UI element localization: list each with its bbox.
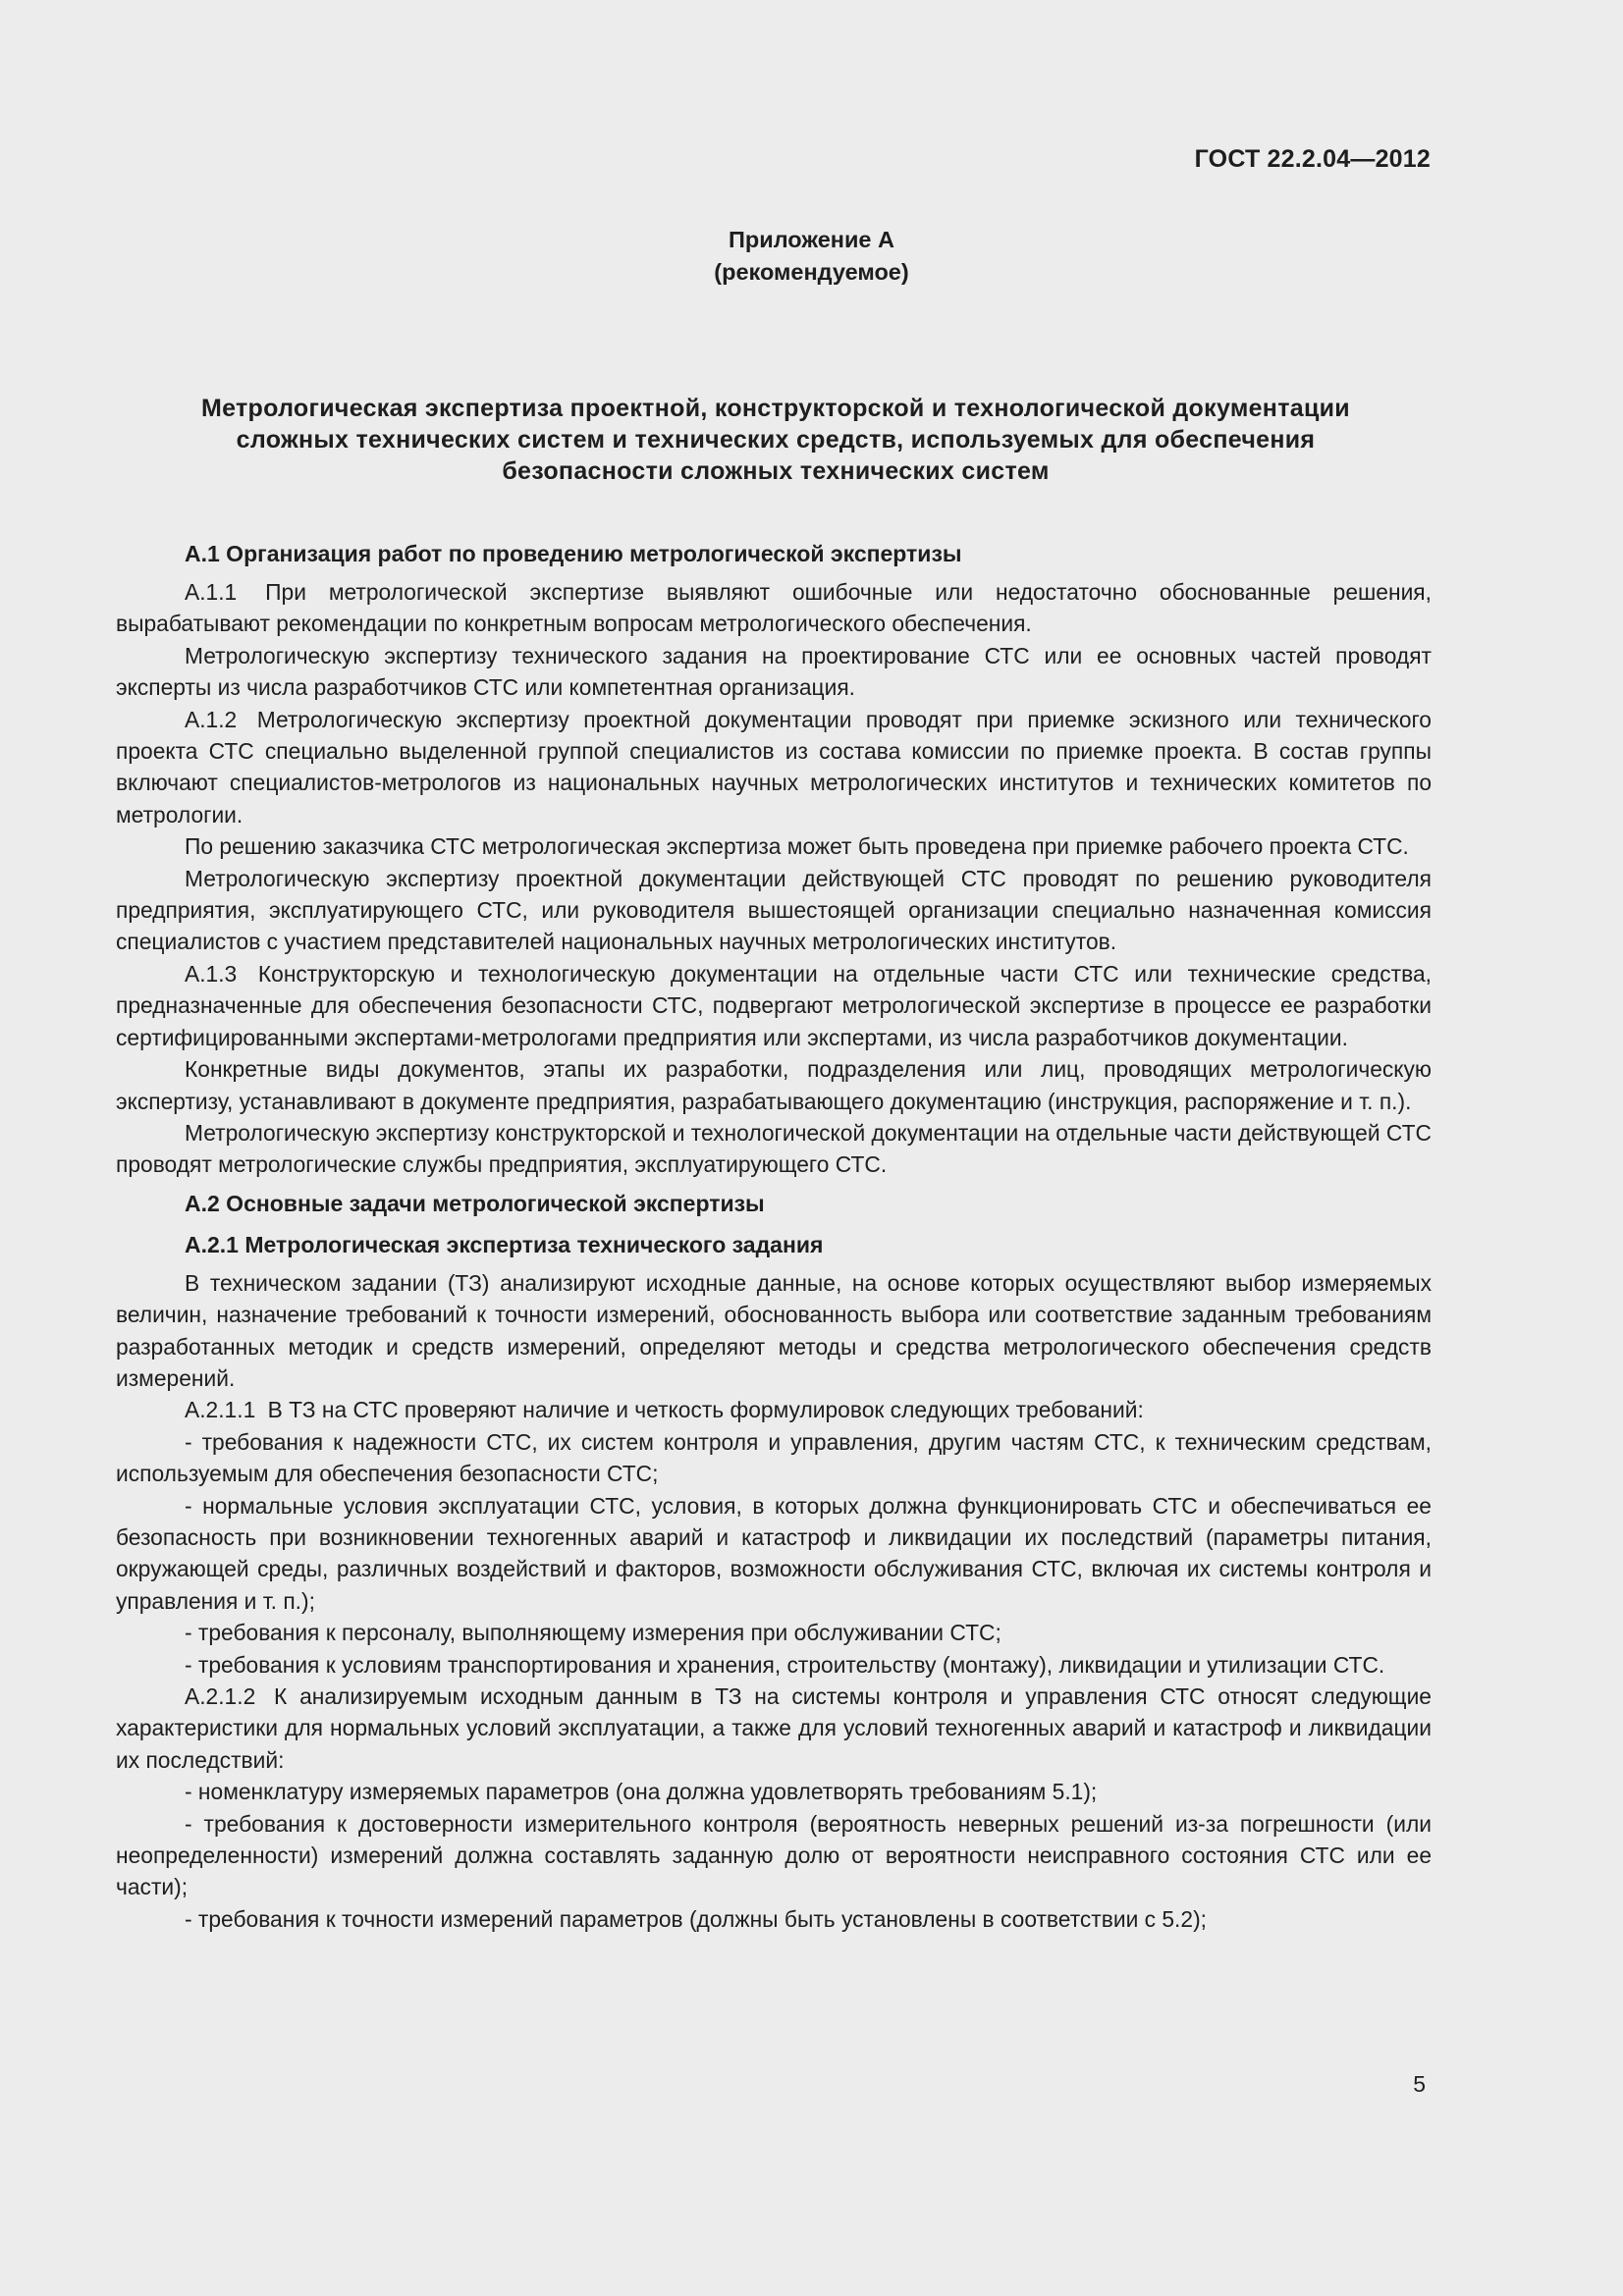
list-item: - требования к условиям транспортирования и хранения, строительству (монтажу), ликвидации и утилизации СТС. <box>185 1651 1385 1678</box>
clause-number: А.1.2 <box>185 706 238 732</box>
list-item: - требования к точности измерений параметров (должны быть установлены в соответствии с 5.2); <box>185 1905 1207 1932</box>
paragraph-text: При метрологической экспертизе выявляют ошибочные или недостаточно обоснованные решения, вырабатывают рекомендации по конкретным вопросам метрологического обеспечения. <box>116 579 1432 637</box>
paragraph: В техническом задании (ТЗ) анализируют исходные данные, на основе которых осуществляют выбор измеряемых величин, назначение требований к точности измерений, обоснованность выбора или соответствие заданным требованиям разработанных методик и средств измерений, определяют методы и средства метрологического обеспечения средств измерений. <box>116 1269 1432 1391</box>
section-heading-a1: А.1 Организация работ по проведению метрологической экспертизы <box>185 541 962 566</box>
appendix-heading <box>0 224 1623 289</box>
section-heading-a2: А.2 Основные задачи метрологической экспертизы <box>185 1190 765 1216</box>
clause-number: А.1.3 <box>185 960 238 987</box>
subsection-heading-a2-1: А.2.1 Метрологическая экспертиза технического задания <box>185 1231 824 1257</box>
paragraph-a1-1 <box>116 576 1432 640</box>
paragraph-a2-1-2 <box>116 1681 1432 1776</box>
paragraph-a2-1-1 <box>116 1394 1432 1425</box>
list-item: - требования к персоналу, выполняющему измерения при обслуживании СТС; <box>185 1620 1001 1646</box>
appendix-status: (рекомендуемое) <box>714 259 909 285</box>
clause-number: А.2.1.2 <box>185 1683 256 1709</box>
paragraph: Метрологическую экспертизу конструкторской и технологической документации на отдельные части действующей СТС проводят метрологические службы предприятия, эксплуатирующего СТС. <box>116 1119 1432 1178</box>
paragraph-a1-2 <box>116 704 1432 831</box>
page-number: 5 <box>1413 2071 1426 2097</box>
appendix-label: Приложение А <box>729 227 894 252</box>
clause-number: А.2.1.1 <box>185 1397 256 1423</box>
list-item: - номенклатуру измеряемых параметров (она должна удовлетворять требованиям 5.1); <box>185 1779 1098 1805</box>
paragraph: Метрологическую экспертизу проектной документации действующей СТС проводят по решению руководителя предприятия, эксплуатирующего СТС, или руководителя вышестоящей организации специально назначенная комиссия специалистов с участием представителей национальных научных метрологических институтов. <box>116 865 1432 955</box>
paragraph-text: К анализируемым исходным данным в ТЗ на системы контроля и управления СТС относят следующие характеристики для нормальных условий эксплуатации, а также для условий техногенных аварий и катастроф и ликвидации их последствий: <box>116 1683 1432 1773</box>
paragraph: По решению заказчика СТС метрологическая экспертиза может быть проведена при приемке рабочего проекта СТС. <box>185 833 1409 860</box>
paragraph: Метрологическую экспертизу технического задания на проектирование СТС или ее основных частей проводят эксперты из числа разработчиков СТС или компетентная организация. <box>116 642 1432 701</box>
paragraph: Конкретные виды документов, этапы их разработки, подразделения или лиц, проводящих метрологическую экспертизу, устанавливают в документе предприятия, разрабатывающего документацию (инструкция, распоряжение и т. п.). <box>116 1056 1432 1114</box>
title-line-2: сложных технических систем и технических средств, используемых для обеспечения <box>236 426 1316 454</box>
paragraph-a1-3 <box>116 958 1432 1053</box>
paragraph-text: Метрологическую экспертизу проектной документации проводят при приемке эскизного или технического проекта СТС специально выделенной группой специалистов из состава комиссии по приемке проекта. В состав группы включают специалистов-метрологов из национальных научных метрологических институтов и технических комитетов по метрологии. <box>116 706 1432 828</box>
list-item: - нормальные условия эксплуатации СТС, условия, в которых должна функционировать СТС и обеспечиваться ее безопасность при возникновении техногенных аварий и катастроф и ликвидации их последствий (параметры питания, окружающей среды, различных воздействий и факторов, возможности обслуживания СТС, включая их системы контроля и управления и т. п.); <box>116 1492 1432 1614</box>
list-item: - требования к достоверности измерительного контроля (вероятность неверных решений из-за погрешности (или неопределенности) измерений должна составлять заданную долю от вероятности неисправного состояния СТС или ее части); <box>116 1810 1432 1900</box>
standard-code: ГОСТ 22.2.04—2012 <box>1194 145 1431 173</box>
paragraph-text: Конструкторскую и технологическую документации на отдельные части СТС или технические средства, предназначенные для обеспечения безопасности СТС, подвергают метрологической экспертизе в процессе ее разработки сертифицированными экспертами-метрологами предприятия или экспертами, из числа разработчиков документации. <box>116 960 1432 1050</box>
paragraph-text: В ТЗ на СТС проверяют наличие и четкость формулировок следующих требований: <box>267 1397 1144 1423</box>
title-line-3: безопасности сложных технических систем <box>502 457 1050 485</box>
document-body <box>116 535 1432 1935</box>
clause-number: А.1.1 <box>185 579 238 605</box>
list-item: - требования к надежности СТС, их систем контроля и управления, другим частям СТС, к техническим средствам, используемым для обеспечения безопасности СТС; <box>116 1428 1432 1487</box>
title-line-1: Метрологическая экспертиза проектной, конструкторской и технологической документации <box>201 395 1350 422</box>
document-title <box>137 393 1414 487</box>
